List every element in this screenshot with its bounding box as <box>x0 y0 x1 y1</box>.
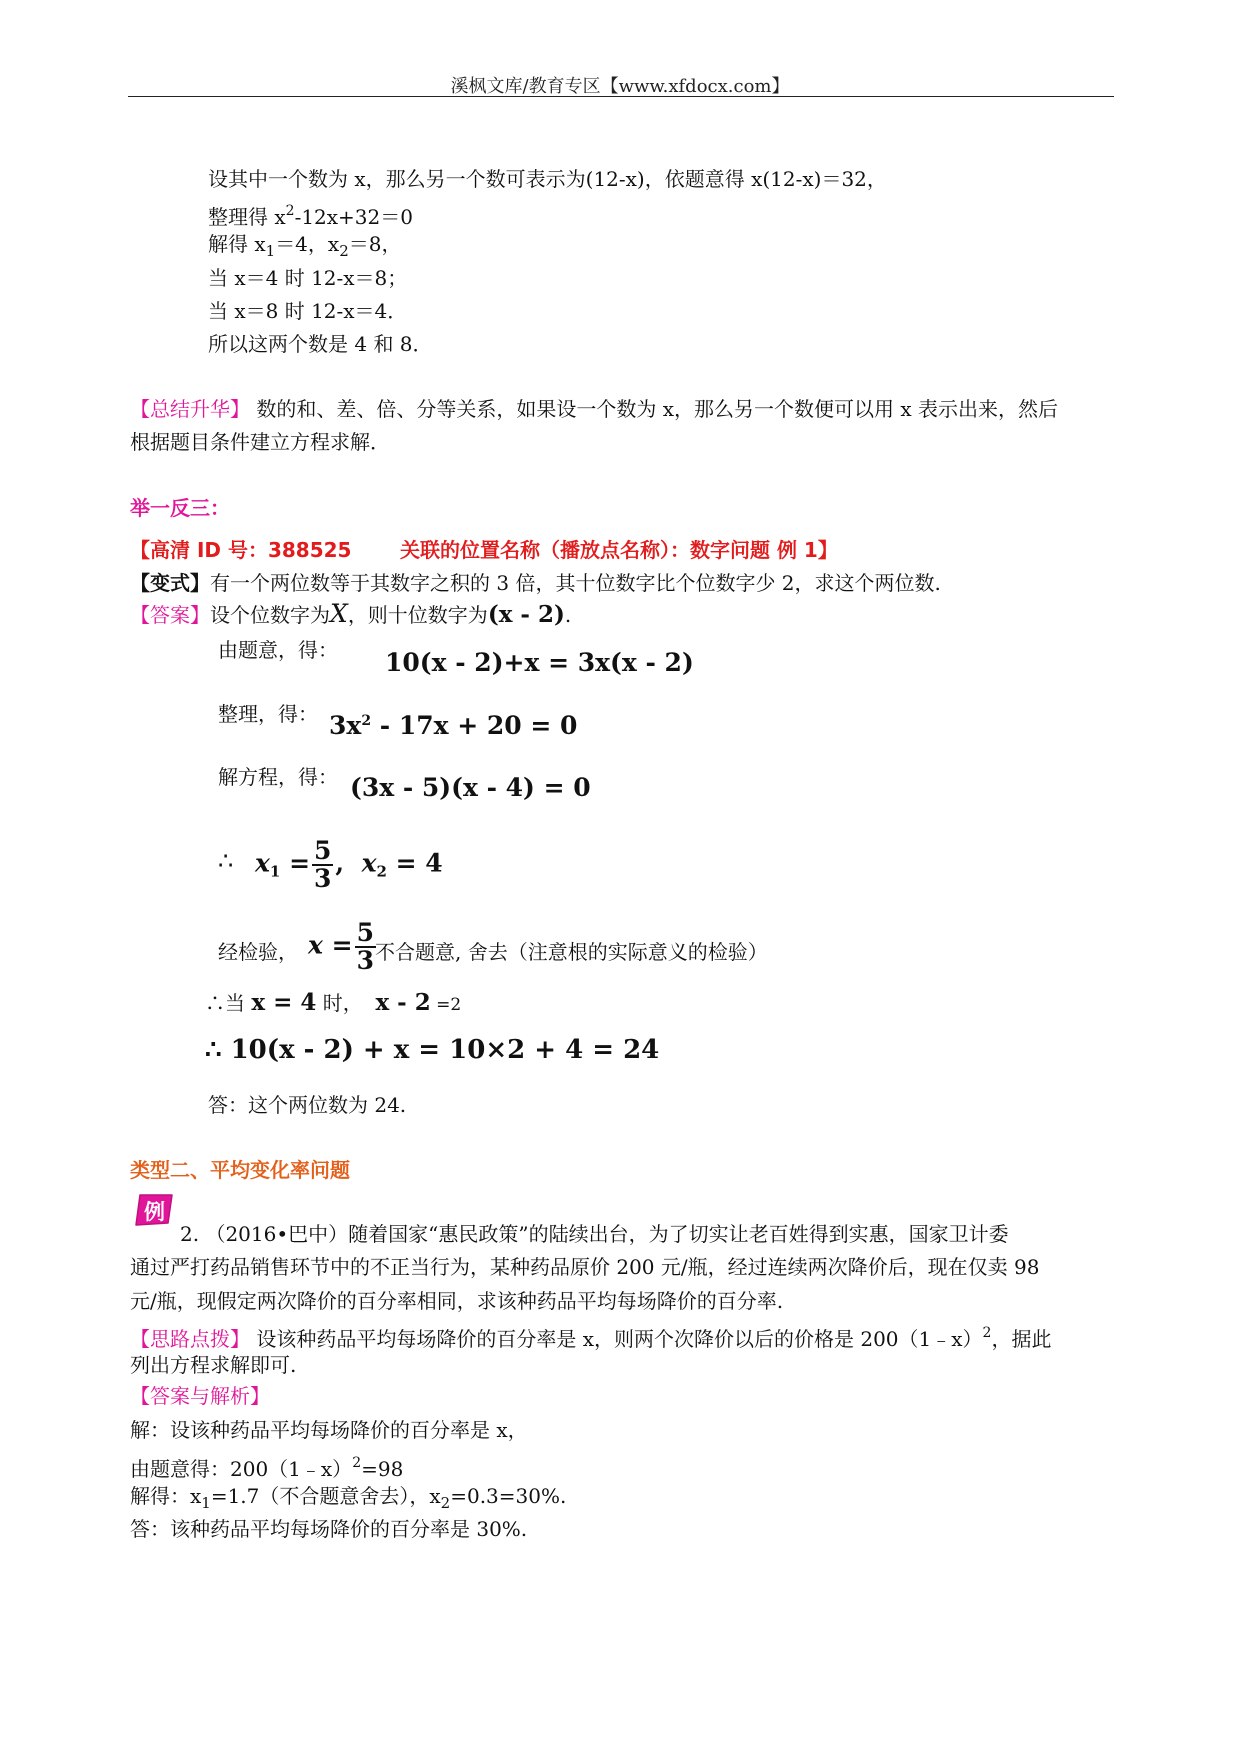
step1-equation: 10(x - 2)+x = 3x(x - 2) <box>385 648 694 677</box>
step3-label: 解方程，得： <box>218 765 338 789</box>
text: = 4 <box>395 848 443 878</box>
fraction-5-3 <box>312 838 333 892</box>
text: 3x <box>329 711 362 740</box>
subscript: 2 <box>339 242 349 260</box>
text: ，据此 <box>991 1327 1052 1351</box>
subscript: 2 <box>440 1494 451 1512</box>
header-rule <box>128 96 1114 97</box>
text: -12x+32＝0 <box>294 205 413 229</box>
summary-text: 数的和、差、倍、分等关系，如果设一个数为 x，那么另一个数便可以用 x 表示出来，然后 <box>250 397 1058 421</box>
superscript: 2 <box>352 1455 362 1471</box>
text: =98 <box>361 1457 404 1481</box>
answer-label: 【答案】 <box>130 603 210 627</box>
solution-line-1: 设其中一个数为 x，那么另一个数可表示为(12-x)，依题意得 x(12-x)＝32， <box>208 167 887 191</box>
example-badge <box>134 1193 174 1227</box>
check-equation <box>308 920 378 974</box>
text: =1.7（不合题意舍去），x <box>210 1484 441 1508</box>
hint-line-1 <box>130 1320 1051 1352</box>
badge-text: 例 <box>144 1200 165 1224</box>
check-note: 不合题意, 舍去（注意根的实际意义的检验） <box>375 940 768 964</box>
check-line <box>218 939 298 965</box>
superscript: 2 <box>285 203 295 219</box>
text: x <box>255 848 270 878</box>
analysis-line-1: 解：设该种药品平均每场降价的百分率是 x， <box>130 1418 528 1442</box>
hint-line-2: 列出方程求解即可. <box>130 1353 297 1377</box>
superscript: 2 <box>361 713 372 729</box>
analysis-line-3 <box>130 1483 566 1516</box>
text: 由题意得：200（1﹣x） <box>130 1457 353 1481</box>
example-line-1: 2. （2016•巴中）随着国家“惠民政策”的陆续出台，为了切实让老百姓得到实惠，国家卫计委 <box>180 1222 1009 1246</box>
text: 解得：x <box>130 1484 202 1508</box>
hd-id-label: 【高清 ID 号：388525 <box>130 538 352 562</box>
subscript: 1 <box>201 1494 211 1512</box>
when-line <box>205 990 461 1018</box>
subscript: 2 <box>376 862 387 881</box>
summary-line-2: 根据题目条件建立方程求解． <box>130 430 390 454</box>
var-x: X <box>330 599 348 628</box>
expr: x = 4 <box>251 989 317 1016</box>
example-line-2: 通过严打药品销售环节中的不正当行为，某种药品原价 200 元/瓶，经过连续两次降价后，现在仅卖 98 <box>130 1255 1040 1279</box>
numerator: 5 <box>314 836 332 865</box>
summary-label: 【总结升华】 <box>130 397 250 421</box>
answer-line <box>130 601 571 628</box>
text: 设该种药品平均每场降价的百分率是 x，则两个次降价以后的价格是 200（1﹣x） <box>250 1327 983 1351</box>
text: =2 <box>430 995 462 1015</box>
page-header: 溪枫文库/教育专区【www.xfdocx.com】 <box>450 76 790 97</box>
text: ，则十位数字为 <box>347 603 488 627</box>
roots-equation <box>255 838 443 892</box>
text: 解得 x <box>208 232 266 256</box>
subscript: 1 <box>265 242 276 260</box>
step2-label: 整理，得： <box>218 702 318 726</box>
summary-line-1 <box>130 396 1058 422</box>
text: - 17x + 20 = 0 <box>371 711 578 740</box>
text: x <box>361 848 377 878</box>
step2-equation <box>329 711 577 740</box>
analysis-line-2 <box>130 1450 403 1482</box>
step1-label: 由题意，得： <box>218 638 338 662</box>
expr: (x - 2) <box>487 601 565 628</box>
text: 时， <box>322 991 363 1015</box>
superscript: 2 <box>982 1325 992 1341</box>
analysis-label: 【答案与解析】 <box>130 1384 270 1408</box>
text: . <box>564 603 572 627</box>
denominator: 3 <box>356 946 374 975</box>
conclusion: 答：这个两位数为 24. <box>208 1093 407 1117</box>
hint-label: 【思路点拨】 <box>130 1327 250 1351</box>
fraction-5-3 <box>355 920 376 974</box>
juyi-label: 举一反三： <box>130 496 230 520</box>
example-line-3: 元/瓶，现假定两次降价的百分率相同，求该种药品平均每场降价的百分率. <box>130 1289 784 1313</box>
solution-line-2 <box>208 198 413 230</box>
text: 整理得 x <box>208 205 286 229</box>
solution-line-3 <box>208 231 401 264</box>
analysis-line-4: 答：该种药品平均每场降价的百分率是 30%. <box>130 1517 528 1541</box>
text: ∴当 <box>205 991 245 1015</box>
text: = <box>289 848 311 878</box>
solution-line-5: 当 x＝8 时 12-x＝4． <box>208 299 408 323</box>
text: x = <box>308 930 353 960</box>
final-equation: ∴ 10(x - 2) + x = 10×2 + 4 = 24 <box>205 1035 660 1065</box>
section-title: 类型二、平均变化率问题 <box>130 1158 350 1182</box>
subscript: 1 <box>269 862 281 881</box>
variant-line <box>130 570 941 596</box>
numerator: 5 <box>356 918 374 947</box>
text: 设个位数字为 <box>210 603 330 627</box>
step3-equation: (3x - 5)(x - 4) = 0 <box>350 773 591 802</box>
text: ＝8， <box>348 232 402 256</box>
text: 经检验， <box>218 940 298 964</box>
variant-label: 【变式】 <box>130 571 210 595</box>
hd-position-label: 关联的位置名称（播放点名称）：数字问题 例 1】 <box>400 538 838 562</box>
expr: x - 2 <box>375 989 431 1016</box>
variant-text: 有一个两位数等于其数字之积的 3 倍，其十位数字比个位数字少 2，求这个两位数. <box>210 571 941 595</box>
text: =0.3=30%. <box>450 1484 567 1508</box>
solution-line-4: 当 x＝4 时 12-x＝8； <box>208 266 408 290</box>
solution-line-6: 所以这两个数是 4 和 8． <box>208 332 433 356</box>
text: ＝4，x <box>275 232 340 256</box>
denominator: 3 <box>314 864 332 893</box>
therefore-symbol: ∴ <box>218 847 234 875</box>
text: , <box>335 848 345 878</box>
